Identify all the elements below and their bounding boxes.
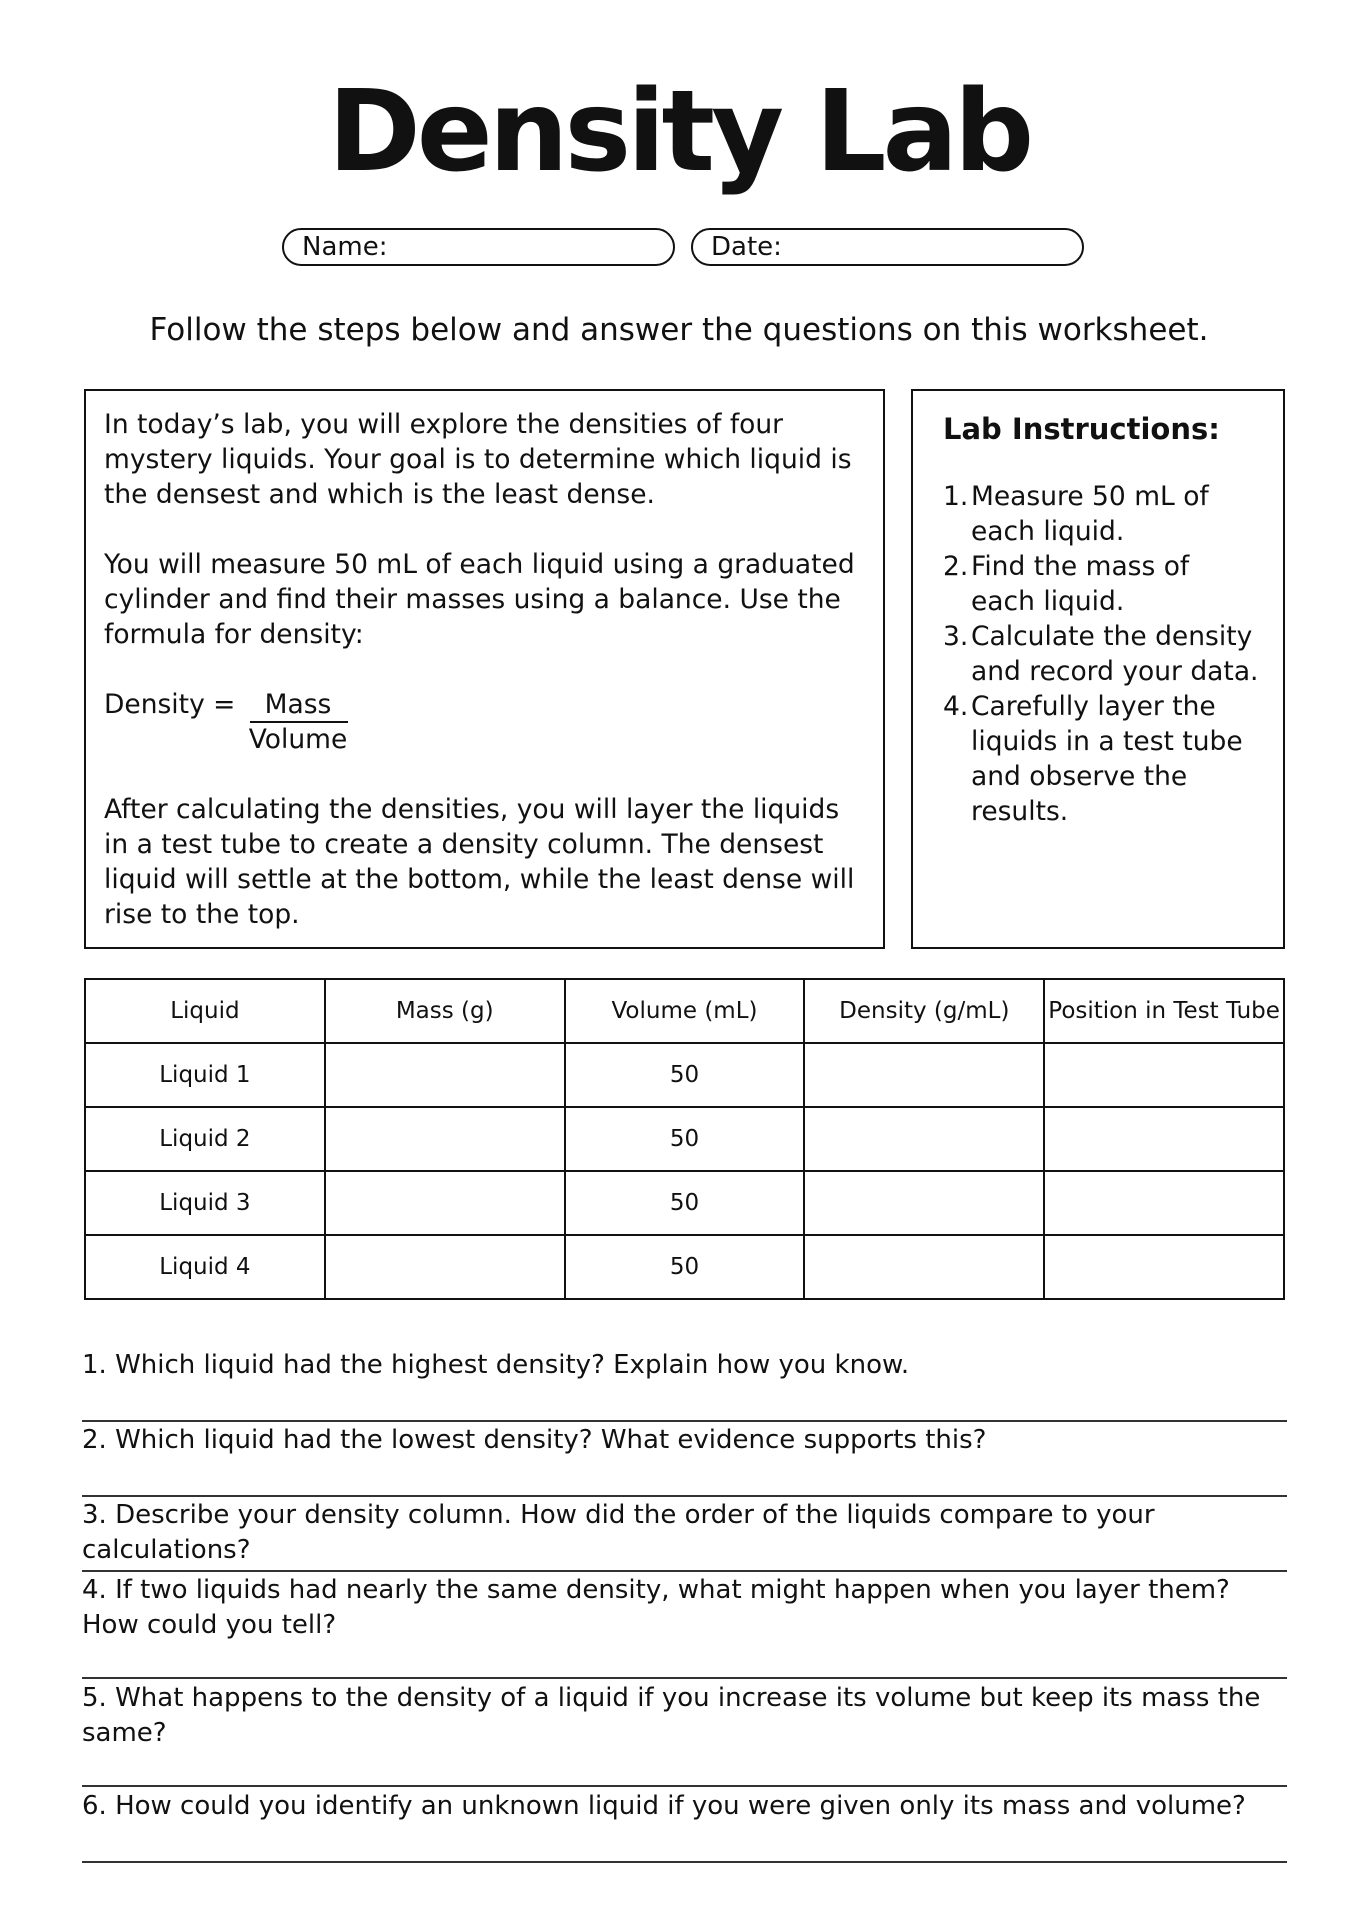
intro-paragraph-2: You will measure 50 mL of each liquid using a graduated cylinder and find their masses using a balance. Use the formula for density: xyxy=(104,549,855,650)
instruction-text: Carefully layer the liquids in a test tube and observe the results. xyxy=(971,691,1243,827)
question-2 xyxy=(82,1423,1287,1498)
question-text: 2. Which liquid had the lowest density? What evidence supports this? xyxy=(82,1425,987,1455)
formula-lhs: Density = xyxy=(104,689,236,720)
cell-position[interactable] xyxy=(1044,1235,1284,1299)
question-3 xyxy=(82,1498,1287,1573)
answer-line[interactable] xyxy=(82,1495,1287,1497)
instruction-text: Calculate the density and record your data. xyxy=(971,621,1259,687)
table-row xyxy=(85,1107,1284,1171)
intro-paragraph-1: In today’s lab, you will explore the densities of four mystery liquids. Your goal is to determine which liquid is the densest and which is the least dense. xyxy=(104,409,852,510)
cell-density[interactable] xyxy=(804,1043,1044,1107)
cell-density[interactable] xyxy=(804,1235,1044,1299)
question-6 xyxy=(82,1789,1287,1864)
header-density: Density (g/mL) xyxy=(804,979,1044,1043)
lab-instructions-list xyxy=(943,479,1261,829)
intro-paragraph-3: After calculating the densities, you will layer the liquids in a test tube to create a density column. The densest liquid will settle at the bottom, while the least dense will rise to the top. xyxy=(104,794,855,930)
cell-volume: 50 xyxy=(565,1043,805,1107)
cell-liquid: Liquid 3 xyxy=(85,1171,325,1235)
lab-instructions-heading: Lab Instructions: xyxy=(943,412,1220,446)
instruction-number: 2. xyxy=(943,551,969,582)
date-label: Date: xyxy=(711,232,782,262)
data-table xyxy=(84,978,1285,1300)
answer-line[interactable] xyxy=(82,1570,1287,1572)
question-1 xyxy=(82,1348,1287,1423)
cell-density[interactable] xyxy=(804,1107,1044,1171)
formula-numerator: Mass xyxy=(264,689,332,720)
cell-volume: 50 xyxy=(565,1235,805,1299)
question-text: 6. How could you identify an unknown liquid if you were given only its mass and volume? xyxy=(82,1791,1246,1821)
cell-position[interactable] xyxy=(1044,1043,1284,1107)
cell-position[interactable] xyxy=(1044,1107,1284,1171)
question-text: 3. Describe your density column. How did the order of the liquids compare to your calculations? xyxy=(82,1500,1155,1565)
table-header-row xyxy=(85,979,1284,1043)
cell-liquid: Liquid 2 xyxy=(85,1107,325,1171)
instruction-item xyxy=(943,549,1261,619)
instruction-number: 3. xyxy=(943,621,969,652)
question-text: 1. Which liquid had the highest density? Explain how you know. xyxy=(82,1350,910,1380)
instruction-item xyxy=(943,689,1261,829)
name-label: Name: xyxy=(302,232,388,262)
cell-liquid: Liquid 4 xyxy=(85,1235,325,1299)
instruction-number: 1. xyxy=(943,481,969,512)
cell-liquid: Liquid 1 xyxy=(85,1043,325,1107)
page-title: Density Lab xyxy=(327,67,1031,197)
cell-mass[interactable] xyxy=(325,1171,565,1235)
question-text: 4. If two liquids had nearly the same density, what might happen when you layer them? How could you tell? xyxy=(82,1575,1230,1640)
table-row xyxy=(85,1235,1284,1299)
formula-denominator: Volume xyxy=(248,724,348,755)
cell-mass[interactable] xyxy=(325,1235,565,1299)
question-4 xyxy=(82,1573,1287,1681)
cell-volume: 50 xyxy=(565,1171,805,1235)
instructions-subtitle: Follow the steps below and answer the questions on this worksheet. xyxy=(149,312,1209,348)
answer-line[interactable] xyxy=(82,1861,1287,1863)
instruction-text: Measure 50 mL of each liquid. xyxy=(971,481,1209,547)
name-field[interactable] xyxy=(282,228,675,266)
table-row xyxy=(85,1171,1284,1235)
answer-line[interactable] xyxy=(82,1677,1287,1679)
header-liquid: Liquid xyxy=(85,979,325,1043)
table-row xyxy=(85,1043,1284,1107)
date-field[interactable] xyxy=(691,228,1084,266)
answer-line[interactable] xyxy=(82,1420,1287,1422)
density-formula xyxy=(104,687,865,757)
cell-mass[interactable] xyxy=(325,1107,565,1171)
header-position: Position in Test Tube xyxy=(1044,979,1284,1043)
questions-section xyxy=(82,1348,1287,1864)
question-5 xyxy=(82,1681,1287,1789)
cell-mass[interactable] xyxy=(325,1043,565,1107)
question-text: 5. What happens to the density of a liquid if you increase its volume but keep its mass the same? xyxy=(82,1683,1261,1748)
cell-volume: 50 xyxy=(565,1107,805,1171)
lab-instructions-box xyxy=(911,389,1285,949)
instruction-item xyxy=(943,619,1261,689)
instruction-text: Find the mass of each liquid. xyxy=(971,551,1190,617)
answer-line[interactable] xyxy=(82,1785,1287,1787)
cell-position[interactable] xyxy=(1044,1171,1284,1235)
cell-density[interactable] xyxy=(804,1171,1044,1235)
instruction-number: 4. xyxy=(943,691,969,722)
instruction-item xyxy=(943,479,1261,549)
header-mass: Mass (g) xyxy=(325,979,565,1043)
header-volume: Volume (mL) xyxy=(565,979,805,1043)
intro-box xyxy=(84,389,885,949)
